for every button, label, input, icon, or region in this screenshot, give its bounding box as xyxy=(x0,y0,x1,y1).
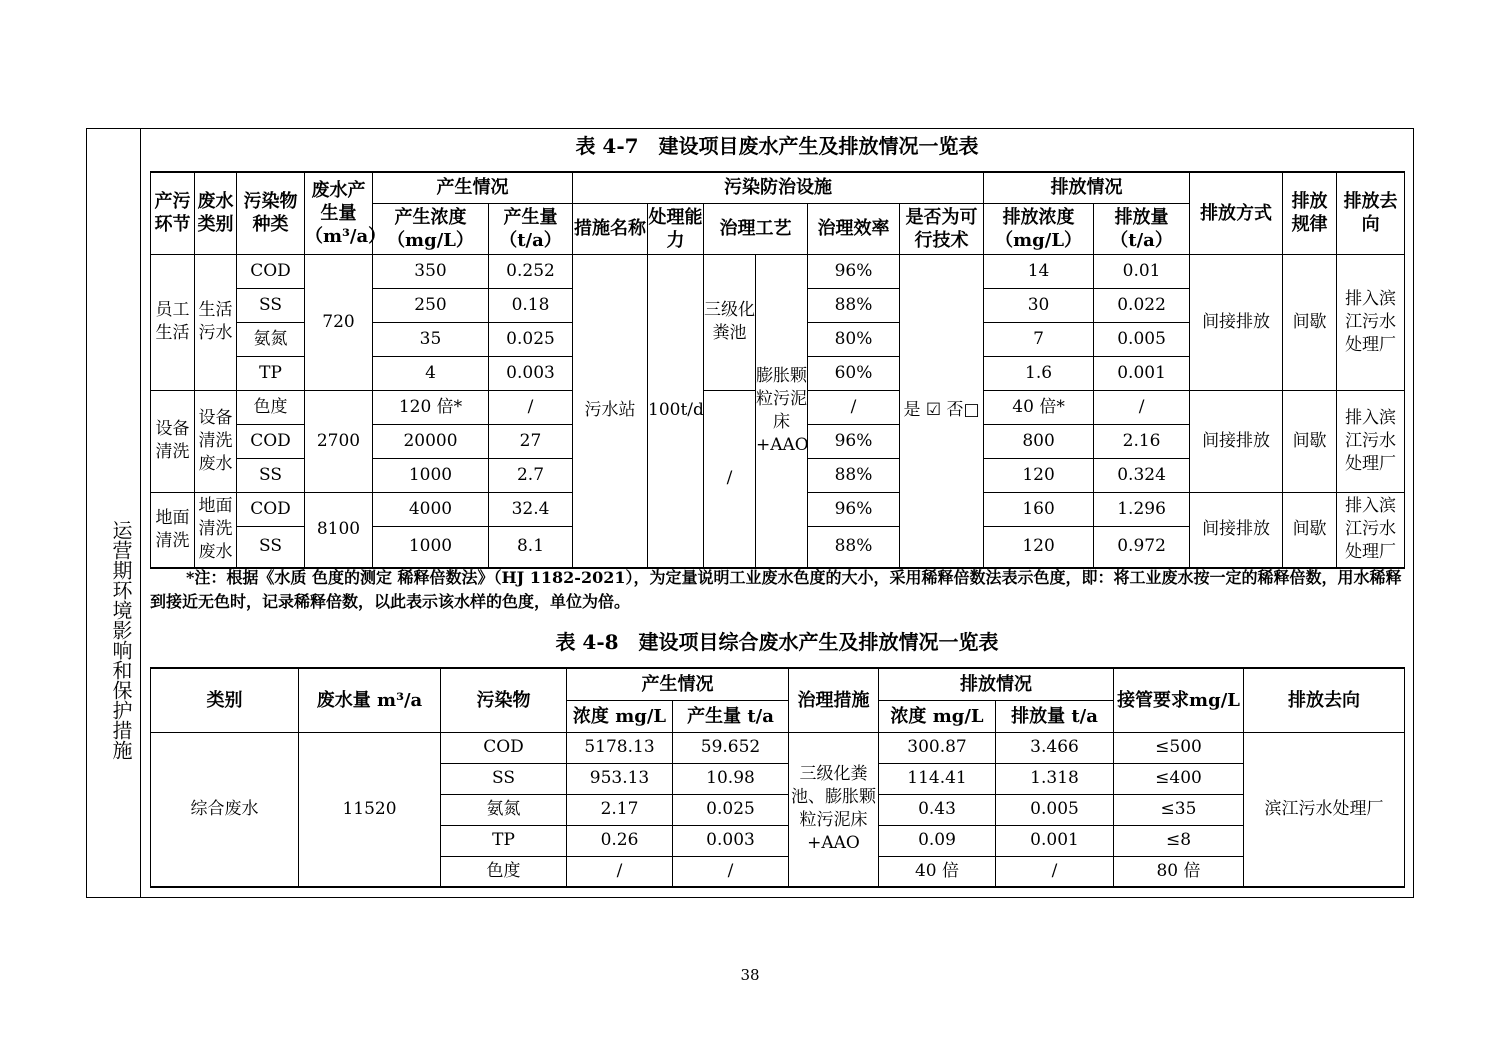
cell-gen-conc: 5178.13 xyxy=(567,732,673,763)
cell-capacity: 100t/d xyxy=(648,254,704,568)
cell-requirement: ≤500 xyxy=(1114,732,1244,763)
cell-dis-conc: 120 xyxy=(984,458,1094,492)
table1-note: *注：根据《水质 色度的测定 稀释倍数法》（HJ 1182-2021），为定量说明工业废水色度的大小，采用稀释倍数法表示色度，即：将工业废水按一定的稀释倍数，用水稀释到接近无色时，记录稀释倍数，以此表示该水样的色度，单位为倍。 xyxy=(150,568,1402,611)
header-dis-conc: 排放浓度（mg/L） xyxy=(984,203,1094,254)
cell-efficiency: 60% xyxy=(808,356,900,390)
header-generation: 产生情况 xyxy=(567,668,789,700)
header-feasible: 是否为可行技术 xyxy=(900,203,984,254)
cell-dis-amount: 0.01 xyxy=(1094,254,1190,288)
table-row xyxy=(151,732,1405,763)
cell-gen-amount: 27 xyxy=(489,424,573,458)
cell-efficiency: 96% xyxy=(808,254,900,288)
cell-dis-conc: 300.87 xyxy=(879,732,996,763)
cell-gen-conc: 953.13 xyxy=(567,763,673,794)
header-pollutant: 污染物 xyxy=(441,668,567,732)
cell-measure: 污水站 xyxy=(573,254,648,568)
cell-dis-amount: 0.005 xyxy=(1094,322,1190,356)
cell-dis-conc: 160 xyxy=(984,492,1094,526)
header-pattern: 排放规律 xyxy=(1283,172,1337,254)
cell-gen-conc: 20000 xyxy=(373,424,489,458)
header-measure: 措施名称 xyxy=(573,203,648,254)
table2-title: 表 4-8 建设项目综合废水产生及排放情况一览表 xyxy=(555,630,999,654)
cell-method: 间接排放 xyxy=(1190,390,1283,492)
cell-pollutant: SS xyxy=(237,288,305,322)
cell-dis-conc: 7 xyxy=(984,322,1094,356)
cell-efficiency: 80% xyxy=(808,322,900,356)
cell-dis-amount: / xyxy=(1094,390,1190,424)
cell-type: 生活污水 xyxy=(195,254,237,390)
cell-gen-conc: 1000 xyxy=(373,458,489,492)
cell-efficiency: 88% xyxy=(808,288,900,322)
cell-process-a: 三级化粪池 xyxy=(704,254,756,390)
cell-pollutant: COD xyxy=(441,732,567,763)
header-stage: 产污环节 xyxy=(151,172,195,254)
cell-process-b: 膨胀颗粒污泥床+AAO xyxy=(756,254,808,568)
cell-gen-amount: 8.1 xyxy=(489,526,573,568)
cell-efficiency: 88% xyxy=(808,458,900,492)
cell-gen-amount: 0.18 xyxy=(489,288,573,322)
cell-gen-conc: 1000 xyxy=(373,526,489,568)
cell-pollutant: COD xyxy=(237,424,305,458)
cell-volume: 2700 xyxy=(305,390,373,492)
cell-gen-conc: 350 xyxy=(373,254,489,288)
header-destination: 排放去向 xyxy=(1244,668,1405,732)
cell-dis-amount: 0.001 xyxy=(996,825,1114,856)
header-control: 污染防治设施 xyxy=(573,172,984,203)
header-category: 类别 xyxy=(151,668,299,732)
cell-type: 设备清洗废水 xyxy=(195,390,237,492)
cell-dis-conc: 800 xyxy=(984,424,1094,458)
cell-gen-conc: 250 xyxy=(373,288,489,322)
header-efficiency: 治理效率 xyxy=(808,203,900,254)
cell-dis-amount: 0.972 xyxy=(1094,526,1190,568)
cell-destination: 排入滨江污水处理厂 xyxy=(1337,492,1405,568)
cell-dis-amount: 2.16 xyxy=(1094,424,1190,458)
cell-dis-amount: / xyxy=(996,856,1114,887)
cell-dis-conc: 0.43 xyxy=(879,794,996,825)
cell-gen-amount: 0.025 xyxy=(673,794,789,825)
cell-dis-conc: 14 xyxy=(984,254,1094,288)
header-method: 排放方式 xyxy=(1190,172,1283,254)
table-row xyxy=(151,254,1405,288)
wastewater-table xyxy=(150,171,1405,569)
cell-gen-amount: 59.652 xyxy=(673,732,789,763)
side-label: 运营期环境影响和保护措施 xyxy=(109,520,133,760)
cell-dis-conc: 114.41 xyxy=(879,763,996,794)
header-requirement: 接管要求mg/L xyxy=(1114,668,1244,732)
cell-efficiency: 88% xyxy=(808,526,900,568)
cell-process-slash: / xyxy=(704,390,756,568)
header-gen-conc: 产生浓度（mg/L） xyxy=(373,203,489,254)
cell-gen-conc: 120 倍* xyxy=(373,390,489,424)
cell-pollutant: SS xyxy=(237,458,305,492)
cell-efficiency: / xyxy=(808,390,900,424)
header-generation: 产生情况 xyxy=(373,172,573,203)
header-dis-conc: 浓度 mg/L xyxy=(879,700,996,732)
cell-gen-amount: / xyxy=(489,390,573,424)
cell-dis-conc: 30 xyxy=(984,288,1094,322)
cell-requirement: 80 倍 xyxy=(1114,856,1244,887)
cell-stage: 地面清洗 xyxy=(151,492,195,568)
cell-pollutant: COD xyxy=(237,254,305,288)
cell-volume: 11520 xyxy=(299,732,441,887)
cell-gen-conc: 4 xyxy=(373,356,489,390)
cell-pollutant: 氨氮 xyxy=(441,794,567,825)
cell-pattern: 间歇 xyxy=(1283,390,1337,492)
cell-pollutant: 色度 xyxy=(441,856,567,887)
cell-method: 间接排放 xyxy=(1190,254,1283,390)
cell-pollutant: TP xyxy=(237,356,305,390)
cell-gen-amount: 0.252 xyxy=(489,254,573,288)
header-gen-amount: 产生量 t/a xyxy=(673,700,789,732)
cell-dis-conc: 40 倍* xyxy=(984,390,1094,424)
header-dis-amount: 排放量 t/a xyxy=(996,700,1114,732)
header-capacity: 处理能力 xyxy=(648,203,704,254)
page-number: 38 xyxy=(740,966,760,984)
cell-gen-amount: 0.003 xyxy=(673,825,789,856)
cell-pollutant: 色度 xyxy=(237,390,305,424)
cell-requirement: ≤400 xyxy=(1114,763,1244,794)
cell-pollutant: 氨氮 xyxy=(237,322,305,356)
cell-volume: 720 xyxy=(305,254,373,390)
cell-gen-conc: 4000 xyxy=(373,492,489,526)
cell-pollutant: SS xyxy=(441,763,567,794)
cell-dis-conc: 120 xyxy=(984,526,1094,568)
cell-feasible: 是 ☑ 否□ xyxy=(900,254,984,568)
header-discharge: 排放情况 xyxy=(984,172,1190,203)
cell-pattern: 间歇 xyxy=(1283,492,1337,568)
header-discharge: 排放情况 xyxy=(879,668,1114,700)
cell-stage: 员工生活 xyxy=(151,254,195,390)
header-gen-amount: 产生量（t/a） xyxy=(489,203,573,254)
cell-measure: 三级化粪池、膨胀颗粒污泥床+AAO xyxy=(789,732,879,887)
cell-dis-amount: 3.466 xyxy=(996,732,1114,763)
header-volume: 废水产生量（m³/a） xyxy=(305,172,373,254)
cell-gen-amount: 10.98 xyxy=(673,763,789,794)
cell-requirement: ≤35 xyxy=(1114,794,1244,825)
cell-gen-amount: 0.025 xyxy=(489,322,573,356)
cell-gen-amount: / xyxy=(673,856,789,887)
cell-gen-conc: 35 xyxy=(373,322,489,356)
header-pollutant: 污染物种类 xyxy=(237,172,305,254)
header-volume: 废水量 m³/a xyxy=(299,668,441,732)
header-gen-conc: 浓度 mg/L xyxy=(567,700,673,732)
cell-pattern: 间歇 xyxy=(1283,254,1337,390)
cell-dis-amount: 1.296 xyxy=(1094,492,1190,526)
cell-destination: 排入滨江污水处理厂 xyxy=(1337,390,1405,492)
cell-gen-amount: 32.4 xyxy=(489,492,573,526)
cell-dis-conc: 0.09 xyxy=(879,825,996,856)
cell-dis-amount: 0.324 xyxy=(1094,458,1190,492)
cell-pollutant: TP xyxy=(441,825,567,856)
cell-efficiency: 96% xyxy=(808,492,900,526)
cell-destination: 滨江污水处理厂 xyxy=(1244,732,1405,887)
cell-requirement: ≤8 xyxy=(1114,825,1244,856)
cell-dis-conc: 40 倍 xyxy=(879,856,996,887)
table1-title: 表 4-7 建设项目废水产生及排放情况一览表 xyxy=(575,134,979,158)
cell-destination: 排入滨江污水处理厂 xyxy=(1337,254,1405,390)
header-destination: 排放去向 xyxy=(1337,172,1405,254)
cell-volume: 8100 xyxy=(305,492,373,568)
cell-pollutant: SS xyxy=(237,526,305,568)
header-type: 废水类别 xyxy=(195,172,237,254)
cell-dis-amount: 0.001 xyxy=(1094,356,1190,390)
header-measure: 治理措施 xyxy=(789,668,879,732)
cell-type: 地面清洗废水 xyxy=(195,492,237,568)
cell-dis-conc: 1.6 xyxy=(984,356,1094,390)
cell-dis-amount: 1.318 xyxy=(996,763,1114,794)
cell-dis-amount: 0.022 xyxy=(1094,288,1190,322)
cell-efficiency: 96% xyxy=(808,424,900,458)
header-process: 治理工艺 xyxy=(704,203,808,254)
combined-wastewater-table xyxy=(150,667,1405,888)
cell-gen-conc: / xyxy=(567,856,673,887)
cell-pollutant: COD xyxy=(237,492,305,526)
cell-gen-amount: 0.003 xyxy=(489,356,573,390)
header-dis-amount: 排放量（t/a） xyxy=(1094,203,1190,254)
cell-stage: 设备清洗 xyxy=(151,390,195,492)
cell-method: 间接排放 xyxy=(1190,492,1283,568)
cell-category: 综合废水 xyxy=(151,732,299,887)
cell-gen-conc: 2.17 xyxy=(567,794,673,825)
cell-dis-amount: 0.005 xyxy=(996,794,1114,825)
cell-gen-conc: 0.26 xyxy=(567,825,673,856)
cell-gen-amount: 2.7 xyxy=(489,458,573,492)
side-column xyxy=(86,128,141,898)
